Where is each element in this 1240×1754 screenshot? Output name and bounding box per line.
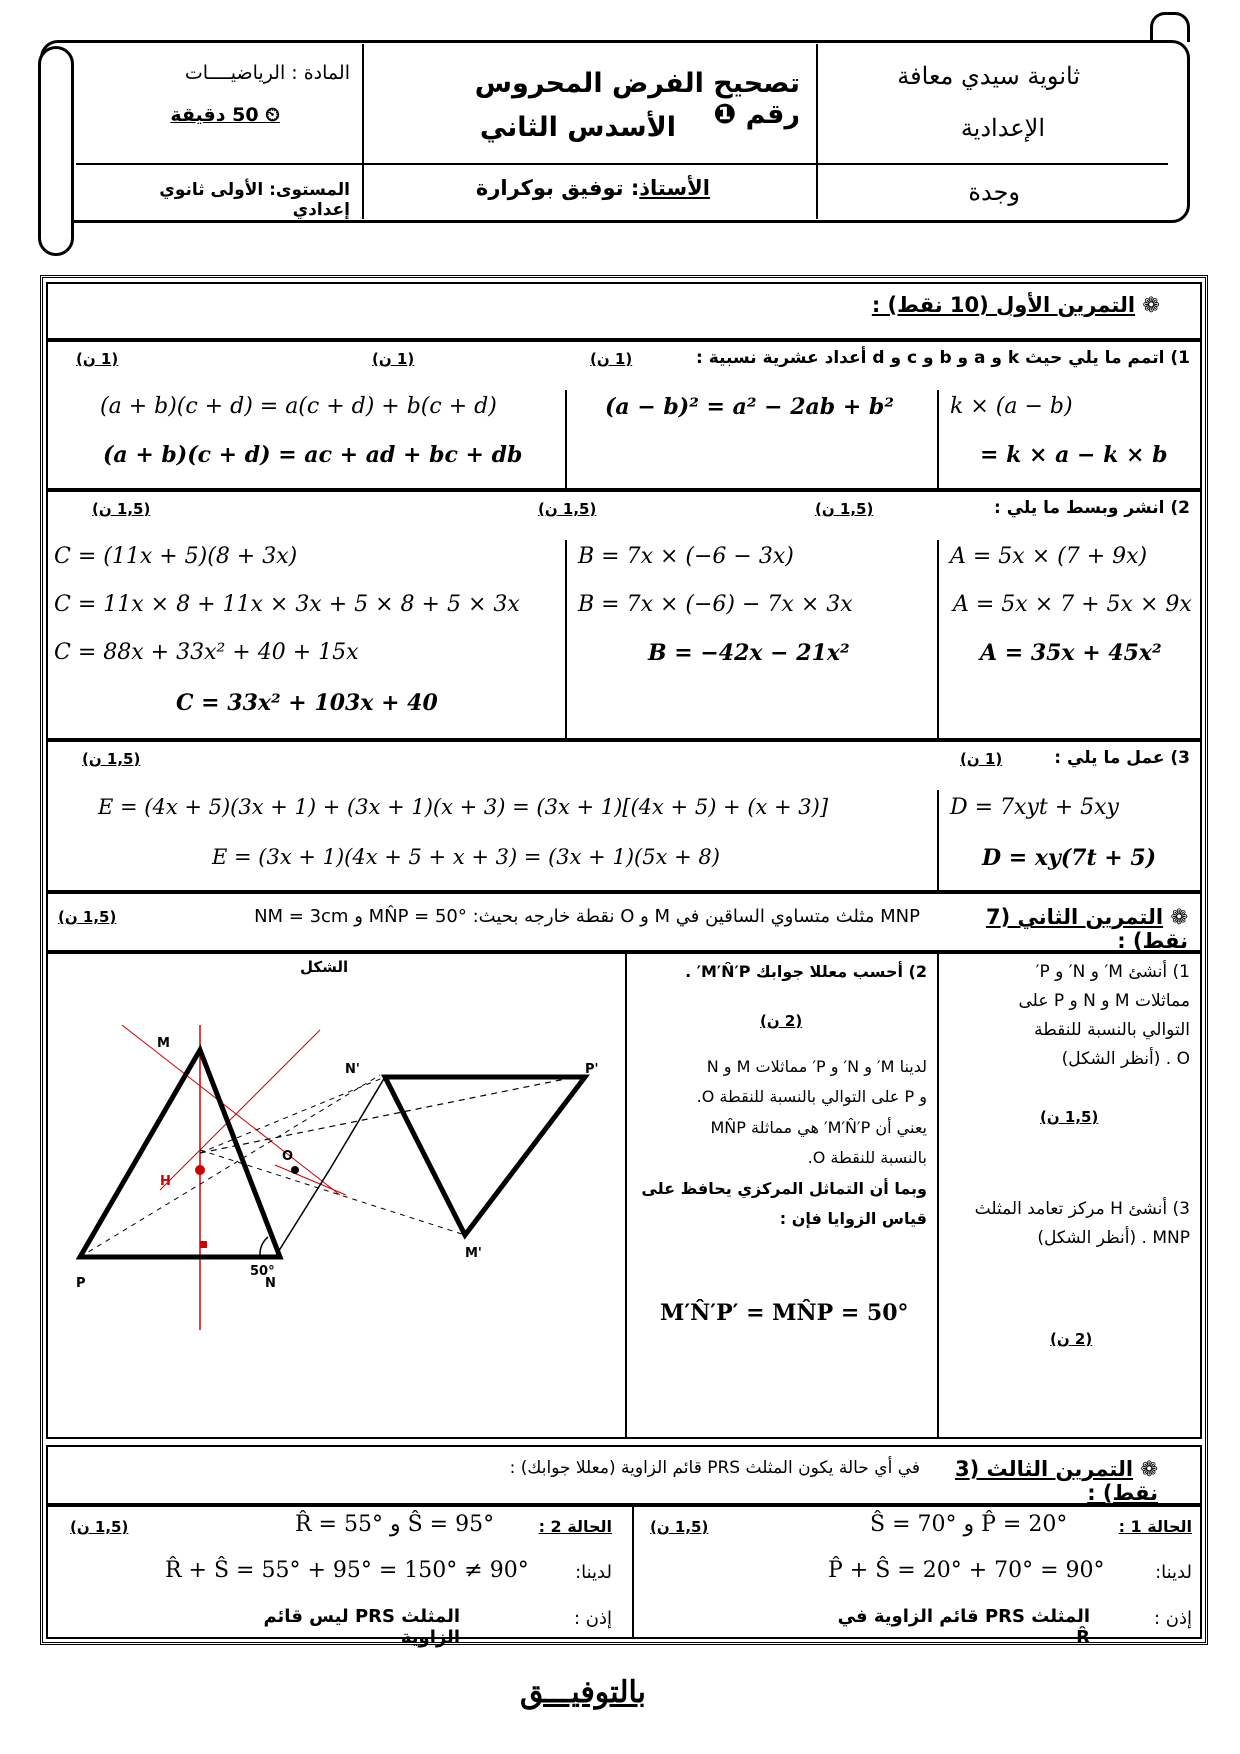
ex1-q1-statement: 1) اتمم ما يلي حيث k و a و b و c و d أعداد عشرية نسبية : <box>696 348 1190 368</box>
case1-given: Ŝ = 70° و P̂ = 20° <box>870 1512 1068 1537</box>
scroll-roll-decoration <box>1150 12 1190 42</box>
points-badge: (1 ن) <box>372 350 415 368</box>
page-subtitle: الأسدس الثاني <box>479 112 676 143</box>
label-mprime: M' <box>465 1246 482 1261</box>
figure-caption: الشكل <box>300 958 349 976</box>
label-o: O <box>282 1149 294 1164</box>
math-line: (a + b)(c + d) = a(c + d) + b(c + d) <box>100 394 497 419</box>
angle-arc <box>260 1237 268 1255</box>
case2-we-have: لدينا: <box>575 1562 612 1583</box>
math-line: C = 88x + 33x² + 40 + 15x <box>54 640 359 665</box>
divider <box>937 390 939 490</box>
math-line: (a + b)(c + d) = ac + ad + bc + db <box>103 442 523 468</box>
points-badge: (2 ن) <box>1050 1330 1093 1348</box>
ex1-q3-statement: 3) عمل ما يلي : <box>1054 748 1190 768</box>
divider <box>625 952 627 1439</box>
points-badge: (1,5 ن) <box>650 1518 709 1536</box>
dashed-line <box>80 1075 380 1257</box>
ex1-q2-statement: 2) انشر وبسط ما يلي : <box>994 498 1190 518</box>
n-nprime-line <box>330 1077 385 1169</box>
height-line-n <box>122 1025 340 1195</box>
math-line: D = 7xyt + 5xy <box>950 795 1119 820</box>
title-number: ❶ <box>713 99 737 130</box>
flower-icon: ❁ <box>1142 293 1160 317</box>
math-line: C = 33x² + 103x + 40 <box>176 690 438 716</box>
height-line-p <box>160 1030 320 1190</box>
label-angle: 50° <box>250 1264 275 1279</box>
footer-closing: بالتوفيـــق <box>520 1675 646 1710</box>
points-badge: (1,5 ن) <box>815 500 874 518</box>
page-title: تصحيح الفرض المحروس رقم ❶ <box>474 68 800 130</box>
divider <box>937 540 939 740</box>
divider <box>937 952 939 1439</box>
math-line: (a − b)² = a² − 2ab + b² <box>605 394 894 420</box>
flower-icon: ❁ <box>1170 905 1188 929</box>
points-badge: (1,5 ن) <box>1040 1108 1099 1126</box>
divider <box>632 1505 634 1639</box>
triangle-mprime <box>385 1077 585 1235</box>
case2-calc: R̂ + Ŝ = 55° + 95° = 150° ≠ 90° <box>165 1558 529 1583</box>
case2-so: إذن : <box>573 1608 612 1629</box>
math-line: B = 7x × (−6 − 3x) <box>578 544 794 569</box>
ex2-q2-reasoning: لدينا M′ و N′ و P′ مماثلات M و N و P على التوالي بالنسبة للنقطة O. يعني أن M′N̂′P′ هي مماثلة MN̂P بالنسبة للنقطة O. وبما أن التماثل المركزي يحافظ على قياس الزوايا فإن : <box>641 1057 927 1228</box>
ex2-q1: 1) أنشئ M′ و N′ و P′ مماثلات M و N و P على التوالي بالنسبة للنقطة O . (أنظر الشكل) <box>1018 962 1190 1069</box>
flower-icon: ❁ <box>1140 1457 1158 1481</box>
case1-conclusion: المثلث PRS قائم الزاوية في R̂ <box>837 1606 1090 1648</box>
level: المستوى: الأولى ثانوي إعدادي <box>159 180 350 220</box>
label-p: P <box>76 1276 86 1291</box>
points-badge: (1,5 ن) <box>92 500 151 518</box>
math-line: A = 5x × 7 + 5x × 9x <box>953 592 1192 617</box>
case2-given: R̂ = 55° و Ŝ = 95° <box>295 1512 495 1537</box>
ex1-title: ❁ التمرين الأول (10 نقط) : <box>871 293 1160 317</box>
label-pprime: P' <box>585 1062 599 1077</box>
divider <box>565 540 567 740</box>
extension-line <box>275 1165 346 1195</box>
divider <box>937 790 939 892</box>
ex2-title: ❁ التمرين الثاني (7 نقط) : <box>985 905 1188 953</box>
geometry-figure <box>50 975 620 1335</box>
point-o <box>291 1166 299 1174</box>
subject: المادة : الرياضيــــات <box>184 62 350 84</box>
case1-so: إذن : <box>1153 1608 1192 1629</box>
case1-calc: P̂ + Ŝ = 20° + 70° = 90° <box>828 1558 1105 1583</box>
right-angle-mark <box>200 1241 207 1248</box>
math-line: B = −42x − 21x² <box>648 640 850 666</box>
points-badge: (1,5 ن) <box>70 1518 129 1536</box>
divider <box>565 390 567 490</box>
math-line: B = 7x × (−6) − 7x × 3x <box>578 592 853 617</box>
ex2-q3: 3) أنشئ H مركز تعامد المثلث MNP . (أنظر الشكل) <box>974 1199 1190 1248</box>
math-line: k × (a − b) <box>950 394 1073 419</box>
points-badge: (2 ن) <box>760 1012 803 1030</box>
school-name: ثانوية سيدي معافة <box>897 62 1080 90</box>
orthocenter-point <box>195 1165 205 1175</box>
points-badge: (1,5 ن) <box>82 750 141 768</box>
points-badge: (1 ن) <box>960 750 1003 768</box>
triangle-mnp <box>80 1050 280 1257</box>
clock-icon: ⏲ <box>265 104 280 126</box>
math-line: C = (11x + 5)(8 + 3x) <box>54 544 298 569</box>
case2-label: الحالة 2 : <box>538 1517 612 1536</box>
label-h: H <box>160 1174 171 1189</box>
math-line: E = (3x + 1)(4x + 5 + x + 3) = (3x + 1)(5x + 8) <box>212 845 720 869</box>
city: وجدة <box>968 178 1020 206</box>
math-line: A = 5x × (7 + 9x) <box>950 544 1148 569</box>
label-m: M <box>157 1036 170 1051</box>
ex3-statement: في أي حالة يكون المثلث PRS قائم الزاوية (معللا جوابك) : <box>509 1458 920 1478</box>
ex2-statement: MNP مثلث متساوي الساقين في M و O نقطة خارجه بحيث: MN̂P = 50° و NM = 3cm <box>254 906 920 927</box>
ex2-q2-heading: 2) أحسب معللا جوابك M′N̂′P′ . <box>685 962 927 981</box>
case1-label: الحالة 1 : <box>1118 1517 1192 1536</box>
math-line: A = 35x + 45x² <box>980 640 1162 666</box>
ex2-q2-result: M′N̂′P′ = MN̂P = 50° <box>660 1300 909 1326</box>
scroll-roll-decoration-left <box>38 46 74 256</box>
points-badge: (1,5 ن) <box>58 908 117 926</box>
header-divider <box>816 44 818 219</box>
label-nprime: N' <box>345 1062 360 1077</box>
math-line: C = 11x × 8 + 11x × 3x + 5 × 8 + 5 × 3x <box>54 592 520 617</box>
duration: ⏲ 50 دقيقة <box>170 104 280 126</box>
header-divider <box>362 44 364 219</box>
case1-we-have: لدينا: <box>1155 1562 1192 1583</box>
points-badge: (1,5 ن) <box>538 500 597 518</box>
dashed-m-mprime <box>200 1150 465 1235</box>
school-name-line2: الإعدادية <box>960 114 1045 142</box>
n-nprime-line <box>275 1169 330 1257</box>
math-line: E = (4x + 5)(3x + 1) + (3x + 1)(x + 3) = (3x + 1)[(4x + 5) + (x + 3)] <box>98 795 829 819</box>
points-badge: (1 ن) <box>76 350 119 368</box>
math-line: D = xy(7t + 5) <box>982 845 1157 871</box>
case2-conclusion: المثلث PRS ليس قائم الزاوية <box>263 1606 460 1648</box>
header-divider <box>76 163 1168 165</box>
ex3-title: ❁ التمرين الثالث (3 نقط) : <box>954 1457 1158 1505</box>
teacher: الأستاذ: توفيق بوكرارة <box>475 176 710 200</box>
points-badge: (1 ن) <box>590 350 633 368</box>
math-line: = k × a − k × b <box>980 442 1168 468</box>
label-n: N <box>265 1276 276 1291</box>
